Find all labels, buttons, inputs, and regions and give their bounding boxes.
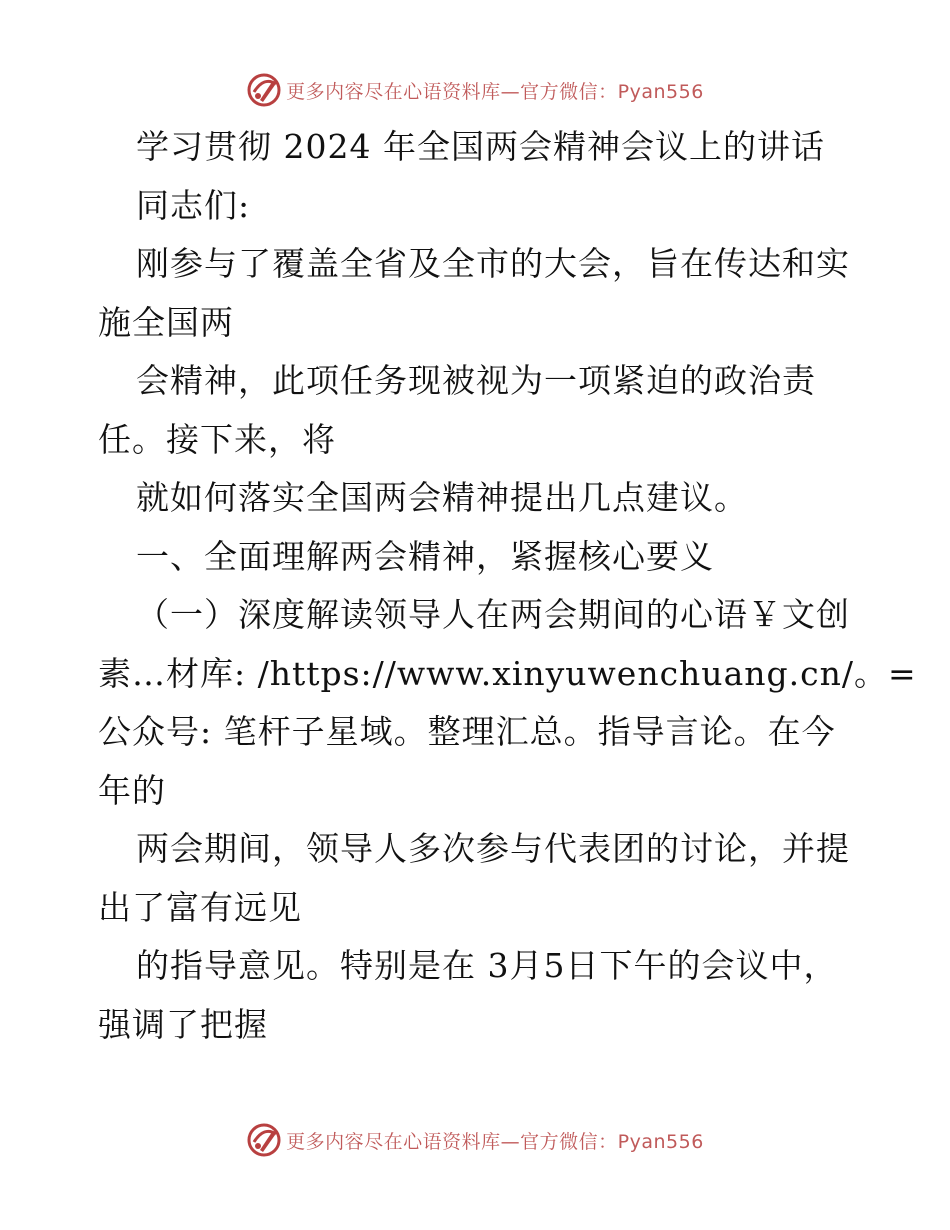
- text-line: 的指导意见。特别是在 3月5日下午的会议中，: [136, 946, 838, 985]
- text-line: 学习贯彻 2024 年全国两会精神会议上的讲话: [136, 127, 825, 166]
- header-banner-text: 更多内容尽在心语资料库—官方微信：Pyan556: [286, 80, 704, 103]
- text-line: 就如何落实全国两会精神提出几点建议。: [136, 478, 748, 517]
- text-line: 施全国两: [98, 302, 234, 342]
- logo-icon: [246, 1122, 282, 1158]
- text-line: 同志们:: [136, 185, 251, 225]
- text-line: 公众号: 笔杆子星域。整理汇总。指导言论。在今: [98, 712, 836, 751]
- text-line: （一）深度解读领导人在两会期间的心语￥文创: [136, 595, 850, 634]
- footer-banner: [0, 1118, 950, 1162]
- footer-banner-text: 更多内容尽在心语资料库—官方微信：Pyan556: [286, 1130, 704, 1153]
- text-line: 两会期间，领导人多次参与代表团的讨论，并提: [136, 829, 850, 868]
- text-line: 任。接下来，将: [98, 419, 336, 459]
- header-banner: [0, 68, 950, 112]
- text-line: 素…材库: /https://www.xinyuwenchuang.cn/。=: [98, 653, 917, 693]
- text-line: 年的: [98, 770, 166, 810]
- text-line: 会精神，此项任务现被视为一项紧迫的政治责: [136, 361, 816, 400]
- document-body: [98, 118, 917, 1054]
- text-line: 一、全面理解两会精神，紧握核心要义: [136, 536, 714, 576]
- logo-icon: [246, 72, 282, 108]
- text-line: 刚参与了覆盖全省及全市的大会，旨在传达和实: [136, 244, 850, 283]
- text-line: 强调了把握: [98, 1004, 268, 1044]
- text-line: 出了富有远见: [98, 887, 302, 927]
